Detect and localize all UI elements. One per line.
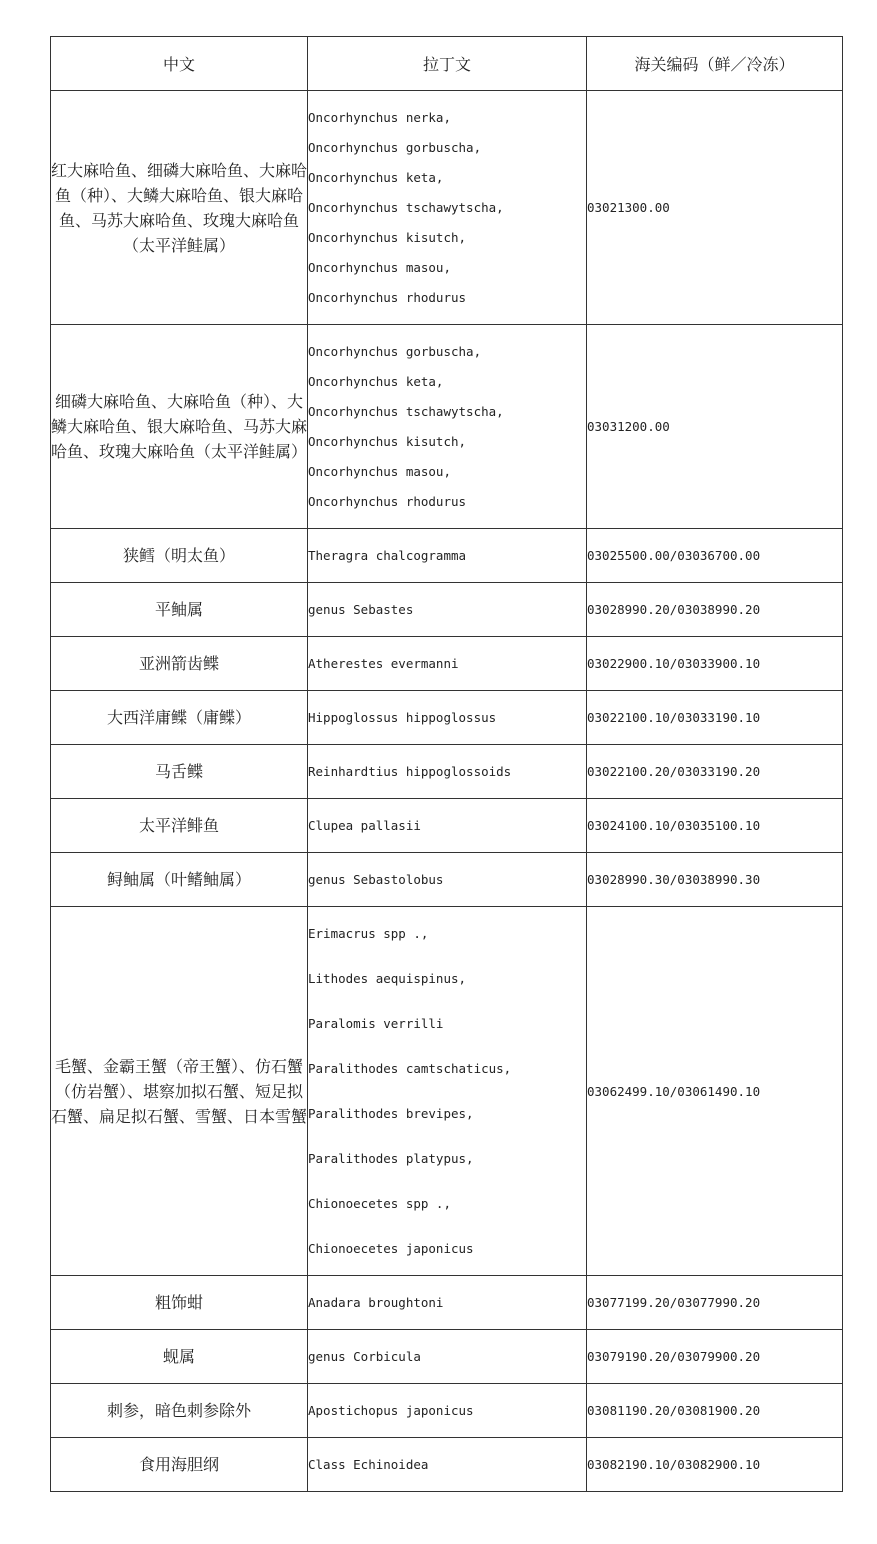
latin-name-line: Oncorhynchus rhodurus [308, 493, 467, 509]
chinese-name-cell: 细磷大麻哈鱼、大麻哈鱼（种）、大鳞大麻哈鱼、银大麻哈鱼、马苏大麻哈鱼、玫瑰大麻哈鱼（太平洋鲑属） [51, 325, 308, 529]
customs-code-cell: 03079190.20/03079900.20 [587, 1330, 843, 1384]
customs-code-cell: 03028990.30/03038990.30 [587, 853, 843, 907]
table-row [51, 691, 843, 745]
chinese-name-cell: 鲟鲉属（叶鳍鲉属） [51, 853, 308, 907]
customs-code-cell: 03031200.00 [587, 325, 843, 529]
latin-name-line: Paralithodes camtschaticus, [308, 1061, 512, 1076]
latin-name-line: Oncorhynchus gorbuscha, [308, 139, 482, 155]
customs-code-cell: 03024100.10/03035100.10 [587, 799, 843, 853]
latin-name-line: Oncorhynchus gorbuscha, [308, 343, 482, 359]
latin-name-line: Oncorhynchus rhodurus [308, 289, 467, 305]
customs-code-cell: 03022900.10/03033900.10 [587, 637, 843, 691]
chinese-name-cell: 红大麻哈鱼、细磷大麻哈鱼、大麻哈鱼（种）、大鳞大麻哈鱼、银大麻哈鱼、马苏大麻哈鱼、玫瑰大麻哈鱼（太平洋鲑属） [51, 91, 308, 325]
latin-name-line: Oncorhynchus nerka, [308, 109, 451, 125]
latin-name-line: Oncorhynchus tschawytscha, [308, 199, 504, 215]
latin-name-cell [308, 583, 587, 637]
latin-name-line: Atherestes evermanni [308, 655, 459, 671]
latin-name-line: genus Sebastes [308, 601, 414, 617]
chinese-name-cell: 刺参，暗色刺参除外 [51, 1384, 308, 1438]
latin-name-line: genus Sebastolobus [308, 871, 444, 887]
chinese-name-cell: 粗饰蚶 [51, 1276, 308, 1330]
species-code-table [50, 36, 843, 1492]
latin-name-line: Reinhardtius hippoglossoids [308, 763, 512, 779]
latin-name-line: Chionoecetes spp ., [308, 1196, 451, 1211]
customs-code-cell: 03077199.20/03077990.20 [587, 1276, 843, 1330]
chinese-name-cell: 亚洲箭齿鲽 [51, 637, 308, 691]
latin-name-line: genus Corbicula [308, 1348, 421, 1364]
latin-name-cell [308, 325, 587, 529]
latin-name-line: Oncorhynchus masou, [308, 463, 451, 479]
latin-name-line: Hippoglossus hippoglossus [308, 709, 497, 725]
latin-name-cell [308, 691, 587, 745]
table-row [51, 529, 843, 583]
chinese-name-cell: 平鲉属 [51, 583, 308, 637]
table-row [51, 1330, 843, 1384]
chinese-name-cell: 毛蟹、金霸王蟹（帝王蟹）、仿石蟹（仿岩蟹）、堪察加拟石蟹、短足拟石蟹、扁足拟石蟹、雪蟹、日本雪蟹 [51, 907, 308, 1276]
table-row [51, 583, 843, 637]
latin-name-line: Oncorhynchus keta, [308, 169, 444, 185]
table-row [51, 325, 843, 529]
latin-name-line: Paralithodes brevipes, [308, 1106, 474, 1121]
customs-code-cell: 03082190.10/03082900.10 [587, 1438, 843, 1492]
chinese-name-cell: 食用海胆纲 [51, 1438, 308, 1492]
latin-name-line: Class Echinoidea [308, 1456, 429, 1472]
header-chinese: 中文 [51, 37, 308, 91]
chinese-name-cell: 蚬属 [51, 1330, 308, 1384]
latin-name-cell [308, 853, 587, 907]
customs-code-cell: 03025500.00/03036700.00 [587, 529, 843, 583]
latin-name-cell [308, 1276, 587, 1330]
latin-name-cell [308, 637, 587, 691]
customs-code-cell: 03022100.10/03033190.10 [587, 691, 843, 745]
latin-name-cell [308, 91, 587, 325]
chinese-name-cell: 太平洋鲱鱼 [51, 799, 308, 853]
table-header-row [51, 37, 843, 91]
latin-name-line: Oncorhynchus kisutch, [308, 433, 467, 449]
latin-name-line: Theragra chalcogramma [308, 547, 467, 563]
latin-name-line: Clupea pallasii [308, 817, 421, 833]
customs-code-cell: 03028990.20/03038990.20 [587, 583, 843, 637]
latin-name-cell [308, 1330, 587, 1384]
table-row [51, 1276, 843, 1330]
latin-name-cell [308, 1438, 587, 1492]
table-row [51, 745, 843, 799]
latin-name-line: Paralithodes platypus, [308, 1151, 474, 1166]
chinese-name-cell: 狭鳕（明太鱼） [51, 529, 308, 583]
latin-name-line: Erimacrus spp ., [308, 926, 429, 941]
latin-name-line: Chionoecetes japonicus [308, 1241, 474, 1256]
latin-name-line: Anadara broughtoni [308, 1294, 444, 1310]
customs-code-cell: 03081190.20/03081900.20 [587, 1384, 843, 1438]
table-row [51, 637, 843, 691]
latin-name-cell [308, 907, 587, 1276]
header-customs-code: 海关编码（鲜／冷冻） [587, 37, 843, 91]
latin-name-line: Lithodes aequispinus, [308, 971, 467, 986]
chinese-name-cell: 马舌鲽 [51, 745, 308, 799]
table-row [51, 91, 843, 325]
chinese-name-cell: 大西洋庸鲽（庸鲽） [51, 691, 308, 745]
table-row [51, 853, 843, 907]
customs-code-cell: 03022100.20/03033190.20 [587, 745, 843, 799]
table-row [51, 1384, 843, 1438]
customs-code-cell: 03021300.00 [587, 91, 843, 325]
table-row [51, 907, 843, 1276]
latin-name-cell [308, 799, 587, 853]
latin-name-cell [308, 529, 587, 583]
latin-name-line: Oncorhynchus masou, [308, 259, 451, 275]
latin-name-cell [308, 1384, 587, 1438]
latin-name-cell [308, 745, 587, 799]
latin-name-line: Oncorhynchus tschawytscha, [308, 403, 504, 419]
latin-name-line: Apostichopus japonicus [308, 1402, 474, 1418]
latin-name-line: Oncorhynchus keta, [308, 373, 444, 389]
customs-code-cell: 03062499.10/03061490.10 [587, 907, 843, 1276]
table-row [51, 1438, 843, 1492]
latin-name-line: Oncorhynchus kisutch, [308, 229, 467, 245]
header-latin: 拉丁文 [308, 37, 587, 91]
latin-name-line: Paralomis verrilli [308, 1016, 444, 1031]
table-row [51, 799, 843, 853]
